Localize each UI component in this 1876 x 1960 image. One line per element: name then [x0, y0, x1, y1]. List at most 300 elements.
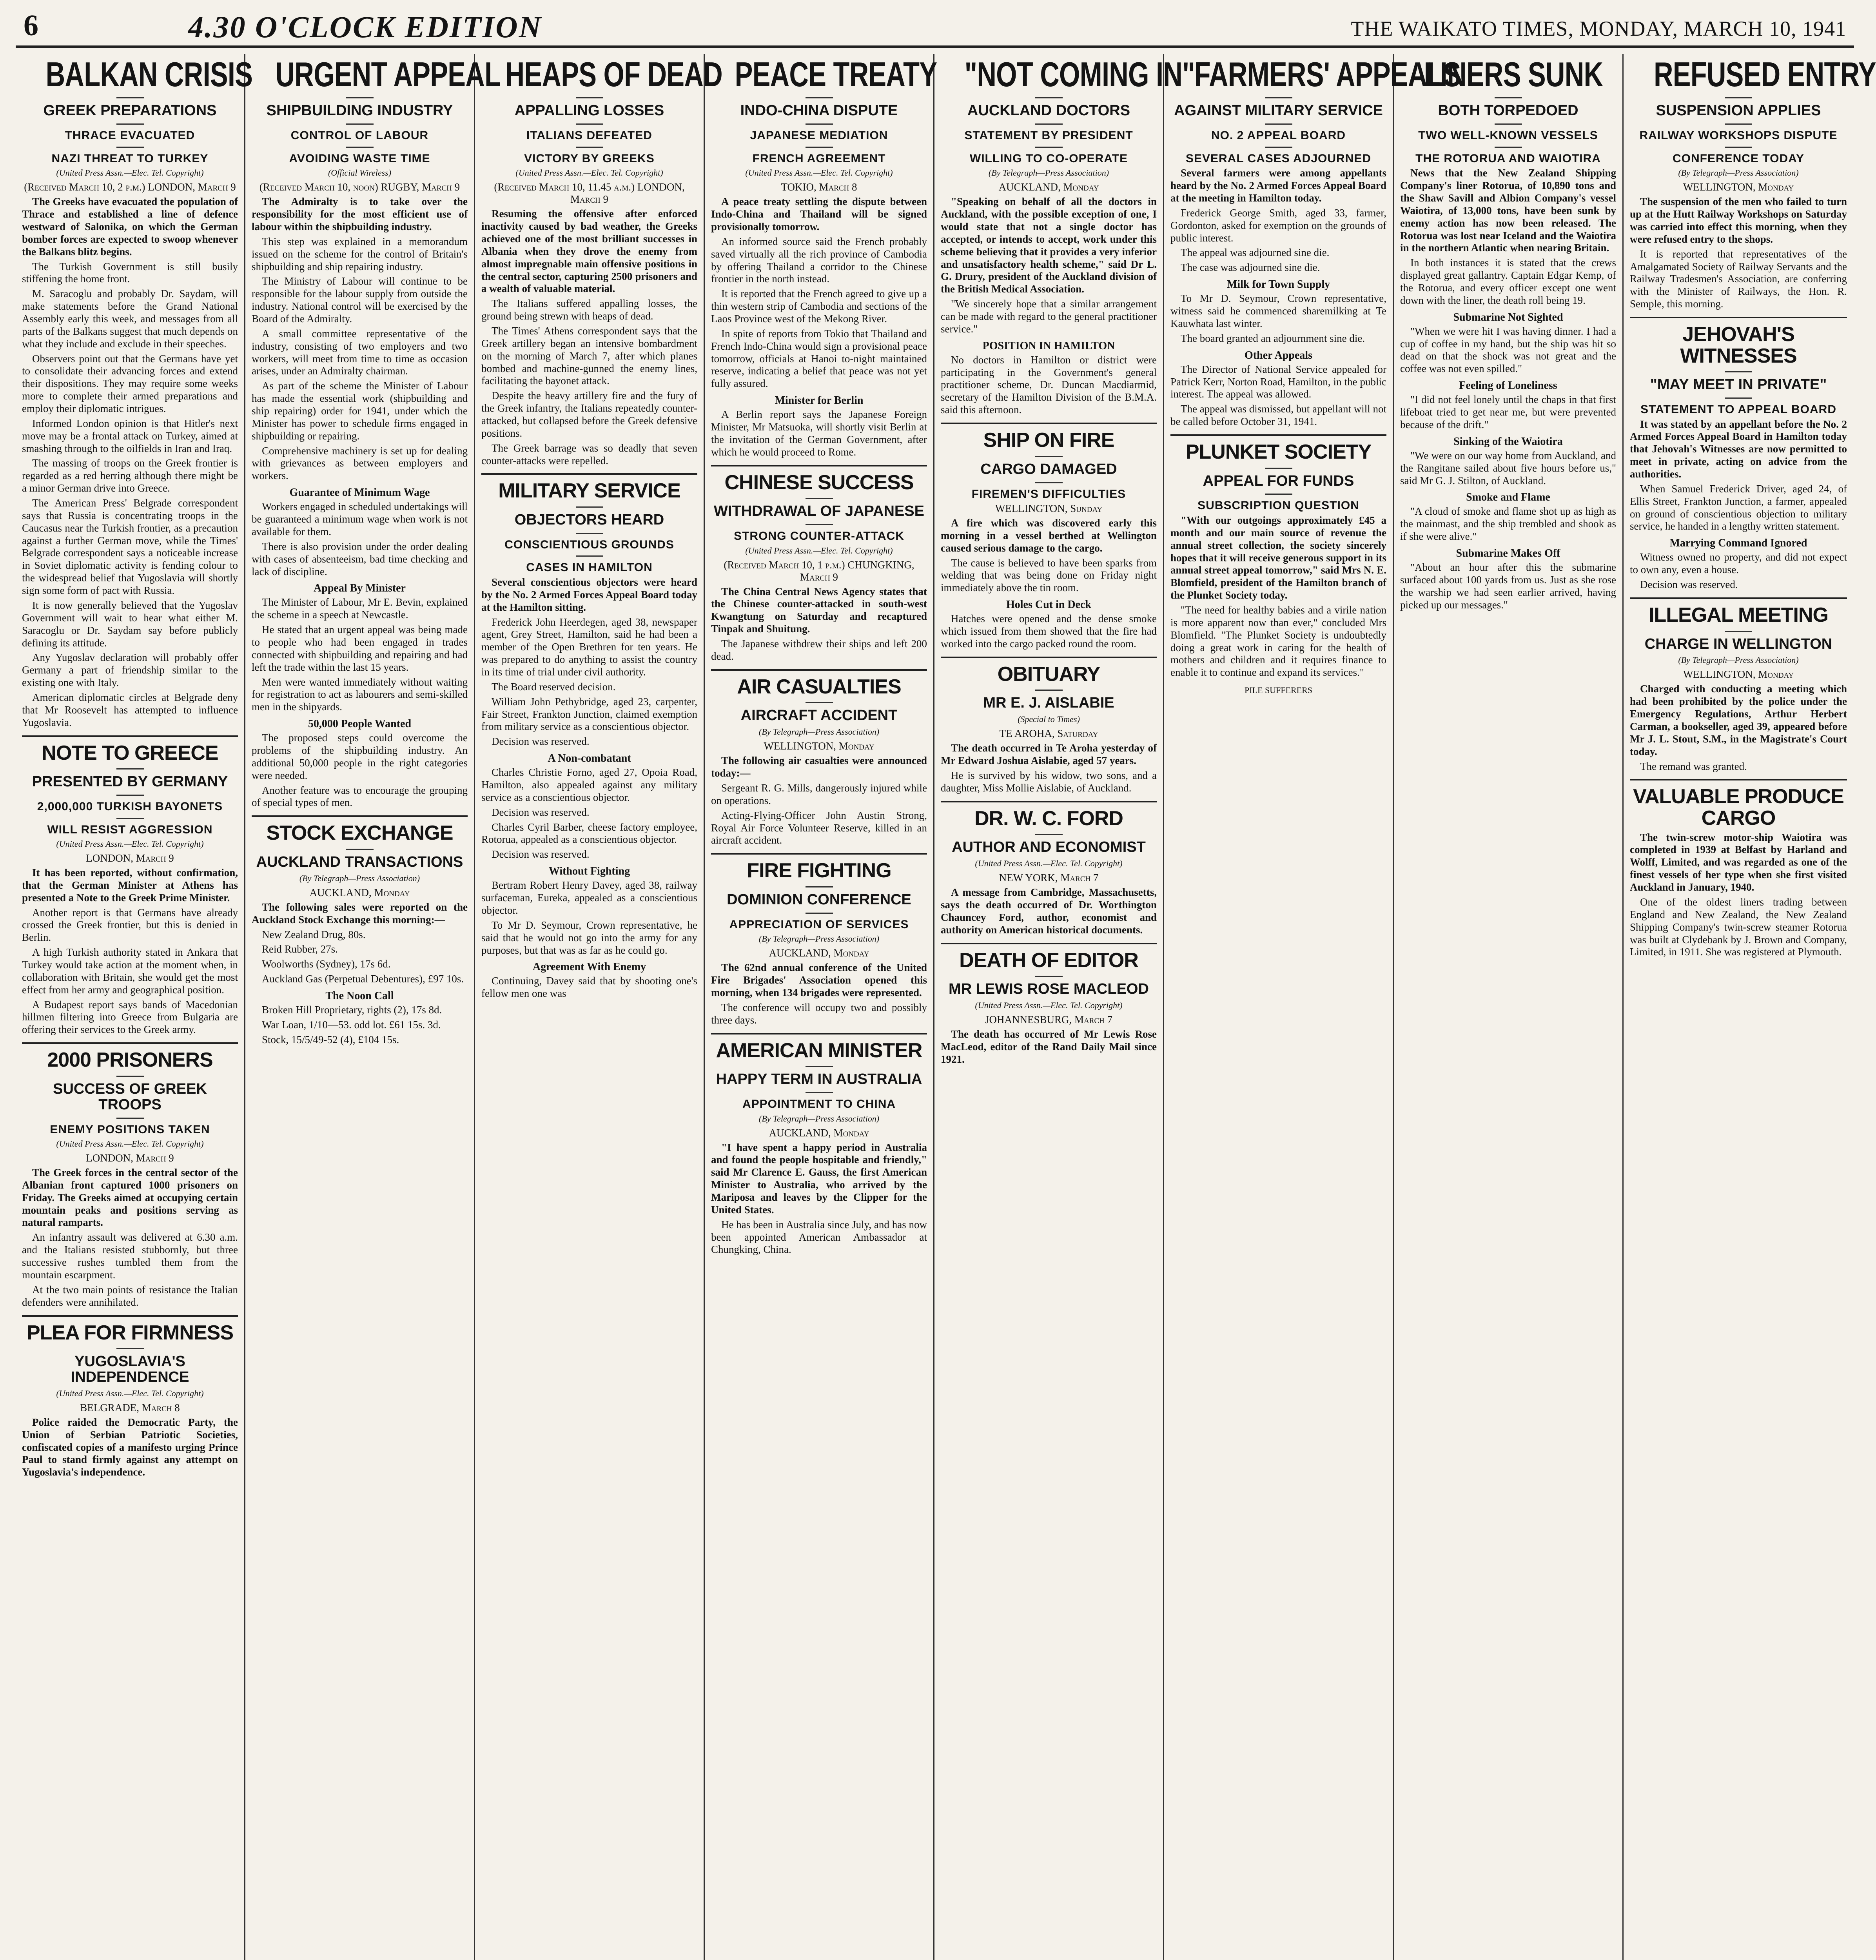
- subheadline: 2,000,000 TURKISH BAYONETS: [37, 800, 223, 813]
- paragraph: An informed source said the French probably saved virtually all the rich province of Cambodia by offering Thailand a corridor to the Chinese frontier in the north instead.: [711, 235, 927, 285]
- headline-rule: [1265, 147, 1292, 148]
- paragraph: War Loan, 1/10—53. odd lot. £61 15s. 3d.: [262, 1018, 441, 1031]
- headline: SHIP ON FIRE: [983, 429, 1114, 452]
- headline: PLUNKET SOCIETY: [1185, 440, 1372, 463]
- subheadline: VICTORY BY GREEKS: [524, 152, 655, 165]
- paragraph: As part of the scheme the Minister of Labour has made the essential work (shipbuilding and ship repairing) order for 1941, under which the Minister has power to schedule firms engaged in shipbuilding or repairing.: [252, 380, 468, 442]
- article: [711, 853, 927, 1026]
- headline: 2000 PRISONERS: [47, 1049, 213, 1072]
- column: [245, 54, 501, 1960]
- subheadline: WILL RESIST AGGRESSION: [47, 823, 213, 836]
- subheadline: CARGO DAMAGED: [980, 461, 1117, 477]
- article-body: [1630, 196, 1847, 310]
- page-number: 6: [24, 9, 38, 42]
- paragraph: At the two main points of resistance the Italian defenders were annihilated.: [22, 1283, 238, 1308]
- wire-credit: (United Press Assn.—Elec. Tel. Copyright): [745, 168, 893, 178]
- headline-rule: [806, 886, 833, 887]
- paragraph: This step was explained in a memorandum issued on the scheme for the control of Britain's shipbuilding and ship repairing industry.: [252, 235, 468, 272]
- headline-rule: [1495, 147, 1522, 148]
- paragraph: In both instances it is stated that the crews displayed great gallantry. Captain Edgar Kemp, of the Rotorua, and every officer except one went down with the liner, the death roll being 19.: [1400, 257, 1616, 306]
- article: [22, 1042, 238, 1308]
- headline: OBITUARY: [997, 662, 1100, 686]
- wire-credit: (By Telegraph—Press Association): [1678, 168, 1799, 178]
- section-subhead: Holes Cut in Deck: [1006, 599, 1091, 611]
- paragraph: The Times' Athens correspondent says that the Greek artillery began an intensive bombardment on the morning of March 7, after which planes bombed and machine-gunned the enemy lines, facilitating the bayonet attack.: [481, 325, 697, 387]
- headline-rule: [806, 123, 833, 125]
- headline-rule: [1265, 97, 1292, 98]
- subheadline: INDO-CHINA DISPUTE: [740, 102, 898, 119]
- article: [22, 735, 238, 1036]
- headline: AMERICAN MINISTER: [716, 1039, 922, 1062]
- headline: DR. W. C. FORD: [974, 807, 1123, 830]
- headline-rule: [116, 1076, 144, 1077]
- paragraph: Bertram Robert Henry Davey, aged 38, railway surfaceman, Eureka, appealed as a conscientious objector.: [481, 879, 697, 916]
- paragraph: An infantry assault was delivered at 6.30 a.m. and the Italians resisted stubbornly, but three successive rushes tumbled them from the mountain escarpment.: [22, 1231, 238, 1281]
- story-dateline: TE AROHA, Saturday: [999, 728, 1098, 740]
- headline: "NOT COMING IN": [964, 55, 1195, 94]
- headline-rule: [346, 147, 374, 148]
- paragraph: The twin-screw motor-ship Waiotira was completed in 1939 at Belfast by Harland and Wolff, Limited, and was regarded as one of the finest vessels of her type when she first visited Auckland in January, 1940.: [1630, 831, 1847, 893]
- paragraph: He has been in Australia since July, and has now been appointed American Ambassador at Chungking, China.: [711, 1218, 927, 1256]
- subheadline: AUCKLAND TRANSACTIONS: [256, 853, 463, 870]
- subheadline: STRONG COUNTER-ATTACK: [734, 530, 904, 543]
- paragraph: The Admiralty is to take over the responsibility for the most efficient use of labour within the shipbuilding industry.: [252, 196, 468, 232]
- headline-rule: [1035, 690, 1063, 691]
- headline: STOCK EXCHANGE: [266, 822, 453, 845]
- paragraph: The suspension of the men who failed to turn up at the Hutt Railway Workshops on Saturday was carried into effect this morning, when they were refused entry to the shops.: [1630, 196, 1847, 245]
- paragraph: The remand was granted.: [1640, 760, 1747, 772]
- paragraph: "About an hour after this the submarine surfaced about 100 yards from us. Just as she rose the warship we had seen earlier arrived, having picked up our messages.": [1400, 561, 1616, 611]
- wire-credit: (By Telegraph—Press Association): [758, 1113, 880, 1123]
- subheadline: AGAINST MILITARY SERVICE: [1174, 102, 1383, 119]
- subheadline: CONFERENCE TODAY: [1672, 152, 1805, 165]
- paragraph: The Greek forces in the central sector of the Albanian front captured 1000 prisoners on Friday. The Greeks aimed at occupying certain mountain peaks and positions serving as natural ramparts.: [22, 1167, 238, 1229]
- headline-rule: [1725, 631, 1752, 632]
- headline-rule: [806, 1092, 833, 1093]
- article: [22, 55, 253, 729]
- paragraph: Police raided the Democratic Party, the Union of Serbian Patriotic Societies, confiscated copies of a manifesto urging Prince Paul to stand firmly against any attempt on Yugoslavia's independence.: [22, 1416, 238, 1478]
- wire-credit: (United Press Assn.—Elec. Tel. Copyright): [56, 839, 204, 849]
- subheadline: THE ROTORUA AND WAIOTIRA: [1415, 152, 1601, 165]
- paragraph: Despite the heavy artillery fire and the fury of the Greek infantry, the Italians repeatedly counter-attacked, but collapsed before the Greek defensive positions.: [481, 390, 697, 439]
- headline-rule: [806, 524, 833, 525]
- wire-credit: (United Press Assn.—Elec. Tel. Copyright): [975, 858, 1123, 869]
- headline-rule: [1495, 123, 1522, 125]
- subheadline: APPALLING LOSSES: [514, 102, 664, 119]
- paragraph: Observers point out that the Germans have yet to consolidate their advancing forces and extend their dispositions. They may require some weeks more to complete their armed preparations and employ their diplomatic intrigues.: [22, 352, 238, 415]
- subheadline: JAPANESE MEDIATION: [750, 129, 888, 142]
- subheadline: ENEMY POSITIONS TAKEN: [50, 1123, 210, 1136]
- paragraph: Charles Cyril Barber, cheese factory employee, Rotorua, appealed as a conscientious objector.: [481, 821, 697, 846]
- paragraph: He is survived by his widow, two sons, and a daughter, Miss Mollie Aislabie, of Auckland.: [941, 769, 1157, 794]
- story-dateline: AUCKLAND, Monday: [309, 886, 410, 898]
- paragraph: A small committee representative of the industry, consisting of two employers and two workers, will meet from time to time as occasion arises, under an Admiralty chairman.: [252, 327, 468, 377]
- paragraph: "We sincerely hope that a similar arrangement can be made with regard to the general practitioner service.": [941, 298, 1157, 335]
- article: [481, 473, 697, 1000]
- paragraph: Continuing, Davey said that by shooting one's fellow men one was: [481, 975, 697, 1000]
- paragraph: M. Saracoglu and probably Dr. Saydam, will make statements before the Grand National Assembly early this week, and messages from all parts of the Balkans suggest that much depends on what they include and exclude in their speeches.: [22, 288, 238, 350]
- masthead: [16, 8, 1854, 48]
- paragraph: No doctors in Hamilton or district were participating in the Government's general practitioner scheme, Dr. Duncan Macdiarmid, secretary of the Hamilton Division of the B.M.A. said this afternoon.: [941, 354, 1157, 416]
- paragraph: Decision was reserved.: [492, 735, 590, 748]
- wire-credit: (Official Wireless): [328, 168, 392, 178]
- paragraph: The American Press' Belgrade correspondent says that Russia is concentrating troops in the Caucasus near the Turkish frontier, as a precaution against a further German move, while the Times' Belgrade correspondent says a noticeable increase in Soviet diplomatic activity is fending colour to the widespread belief that Yugoslavia will shortly sign some form of pact with Russia.: [22, 497, 238, 597]
- headline-rule: [1265, 123, 1292, 125]
- column: [1164, 54, 1461, 1960]
- paragraph: Charles Christie Forno, aged 27, Opoia Road, Hamilton, also appealed against any military service as a conscientious objector.: [481, 766, 697, 803]
- paragraph: The massing of troops on the Greek frontier is regarded as a red herring although there might be a minor German drive into Greece.: [22, 457, 238, 494]
- paragraph: Another feature was to encourage the grouping of special types of men.: [252, 784, 468, 809]
- paragraph: There is also provision under the order dealing with cases of absenteeism, bad time checking and lack of discipline.: [252, 540, 468, 577]
- story-dateline: WELLINGTON, Monday: [1683, 181, 1794, 193]
- wire-credit: (United Press Assn.—Elec. Tel. Copyright): [56, 168, 204, 178]
- headline-rule: [1035, 456, 1063, 457]
- article: [22, 1315, 238, 1479]
- headline-rule: [116, 1348, 144, 1349]
- subheadline: STATEMENT BY PRESIDENT: [964, 129, 1133, 142]
- column-grid: [16, 54, 1876, 1960]
- column: [705, 54, 937, 1960]
- wire-credit: (Special to Times): [1018, 714, 1080, 724]
- headline-rule: [1035, 834, 1063, 835]
- paragraph: Stock, 15/5/49-52 (4), £104 15s.: [262, 1033, 399, 1045]
- article-body: [1400, 167, 1616, 611]
- subheadline: GREEK PREPARATIONS: [43, 102, 217, 119]
- headline-rule: [576, 147, 603, 148]
- paragraph: "The need for healthy babies and a virile nation is more apparent now than ever," concluded Mrs Blomfield. "The Plunket Society is undoubtedly doing a great work in caring for the health of mothers and children and it requires finance to enable it to continue and expand its services.": [1170, 604, 1386, 679]
- headline-rule: [116, 795, 144, 796]
- story-dateline: LONDON, March 9: [86, 852, 174, 864]
- section-subhead: Milk for Town Supply: [1226, 278, 1330, 291]
- headline-rule: [1035, 147, 1063, 148]
- paragraph: The Greeks have evacuated the population of Thrace and established a line of defence westward of Salonika, on which the German bomber forces are expected to swoop whenever the Balkans blitz begins.: [22, 196, 238, 258]
- paragraph: Comprehensive machinery is set up for dealing with grievances as between employers and workers.: [252, 445, 468, 482]
- article-body: [481, 208, 697, 467]
- column: [1624, 54, 1876, 1960]
- headline: HEAPS OF DEAD: [505, 55, 722, 94]
- article: [1400, 56, 1616, 612]
- subheadline: SUSPENSION APPLIES: [1656, 102, 1821, 119]
- story-dateline: AUCKLAND, Monday: [769, 1127, 869, 1139]
- paragraph: It is reported that the French agreed to give up a thin western strip of Cambodia and sections of the Laos Province west of the Mekong River.: [711, 288, 927, 325]
- subheadline: NAZI THREAT TO TURKEY: [51, 152, 209, 165]
- paragraph: Decision was reserved.: [492, 848, 590, 860]
- paragraph: Decision was reserved.: [1640, 579, 1738, 591]
- paragraph: One of the oldest liners trading between England and New Zealand, the New Zealand Shipping Company's twin-screw steamer Rotorua was built at Clydebank by J. Brown and Company, Limited, in 1911. She was registered at Plymouth.: [1630, 896, 1847, 958]
- headline-rule: [116, 1118, 144, 1119]
- headline-rule: [806, 498, 833, 499]
- wire-credit: (United Press Assn.—Elec. Tel. Copyright): [975, 1000, 1123, 1011]
- headline-rule: [806, 702, 833, 703]
- headline: PLEA FOR FIRMNESS: [26, 1321, 234, 1344]
- article-body: [252, 196, 468, 809]
- article: [711, 669, 927, 847]
- subheadline: PRESENTED BY GERMANY: [32, 773, 228, 790]
- article: [1170, 55, 1461, 428]
- section-subhead: POSITION IN HAMILTON: [982, 339, 1115, 352]
- paragraph: "I have spent a happy period in Australia and found the people hospitable and friendly," said Mr Clarence E. Gauss, the first American Minister to Australia, who arrived by the Mariposa and leaves by the Clipper for the United States.: [711, 1141, 927, 1216]
- column: [934, 54, 1195, 1960]
- paragraph: The Italians suffered appalling losses, the ground being strewn with heaps of dead.: [481, 298, 697, 322]
- article-body: [22, 196, 238, 729]
- article-body: [711, 196, 927, 458]
- headline-rule: [346, 97, 374, 98]
- paragraph: To Mr D. Seymour, Crown representative, witness said he commenced sharemilking at Te Kauwhata last winter.: [1170, 292, 1386, 329]
- headline: BALKAN CRISIS: [45, 55, 253, 94]
- paragraph: Decision was reserved.: [492, 806, 590, 818]
- story-dateline: NEW YORK, March 7: [999, 872, 1099, 884]
- article: [711, 1033, 927, 1256]
- headline-rule: [806, 97, 833, 98]
- paragraph: The China Central News Agency states that the Chinese counter-attacked in south-west Kwangtung on Saturday and recaptured Tinpak and Shuitung.: [711, 585, 927, 635]
- headline: MILITARY SERVICE: [498, 479, 680, 503]
- headline-rule: [1035, 97, 1063, 98]
- subheadline: HAPPY TERM IN AUSTRALIA: [716, 1071, 922, 1088]
- paragraph: The case was adjourned sine die.: [1181, 261, 1320, 274]
- paragraph: He stated that an urgent appeal was being made to people who had been engaged in trades connected with shipbuilding and repairing and had left the trade within the last 15 years.: [252, 624, 468, 673]
- story-dateline: AUCKLAND, Monday: [998, 181, 1099, 193]
- paragraph: "I did not feel lonely until the chaps in that first lifeboat tried to get near me, but were prevented because of the drift.": [1400, 394, 1616, 430]
- headline-rule: [116, 123, 144, 125]
- subheadline: TWO WELL-KNOWN VESSELS: [1418, 129, 1598, 142]
- subheadline: DOMINION CONFERENCE: [727, 891, 911, 908]
- headline-rule: [346, 123, 374, 125]
- article-body: [22, 1167, 238, 1308]
- edition-label: 4.30 O'CLOCK EDITION: [188, 10, 542, 44]
- subheadline: MR E. J. AISLABIE: [983, 695, 1114, 711]
- headline-rule: [116, 818, 144, 819]
- advertisement-snippet: PILE SUFFERERS: [1245, 685, 1312, 695]
- story-dateline: (Received March 10, 11.45 a.m.) LONDON, March 9: [494, 181, 685, 205]
- paragraph: A fire which was discovered early this morning in a vessel berthed at Wellington caused serious damage to the cargo.: [941, 517, 1157, 554]
- article-body: [711, 586, 927, 663]
- paragraph: It is reported that representatives of the Amalgamated Society of Railway Servants and the Railway Tradesmen's Association, are conferring with the Minister of Railways, the Hon. R. Semple, this morning.: [1630, 248, 1847, 310]
- article: [1630, 317, 1847, 591]
- headline-rule: [116, 768, 144, 769]
- headline-rule: [1725, 123, 1752, 125]
- paragraph: "When we were hit I was having dinner. I had a cup of coffee in my hand, but the ship was hit so dead on that the shock was not great and the coffee was not even spilled.": [1400, 325, 1616, 375]
- headline: REFUSED ENTRY: [1653, 55, 1876, 94]
- headline-rule: [806, 913, 833, 914]
- headline-rule: [1725, 147, 1752, 148]
- wire-credit: (By Telegraph—Press Association): [758, 727, 880, 737]
- article-body: [711, 1142, 927, 1256]
- paragraph: When Samuel Frederick Driver, aged 24, of Ellis Street, Frankton Junction, a farmer, appealed on ground of conscientious objection to military service, he handed in a lengthy written statement.: [1630, 483, 1847, 532]
- article-body: [1630, 683, 1847, 773]
- headline-rule: [1725, 371, 1752, 372]
- paragraph: The Ministry of Labour will continue to be responsible for the labour supply from outside the industry. National control will be exercised by the Board of the Admiralty.: [252, 275, 468, 325]
- section-subhead: The Noon Call: [325, 989, 394, 1002]
- paragraph: In spite of reports from Tokio that Thailand and French Indo-China would sign a provisional peace tomorrow, officials at Hanoi to-night maintained reserve, indicating a belief that peace was not yet fully assured.: [711, 327, 927, 390]
- article-body: [941, 517, 1157, 650]
- article-body: [941, 196, 1157, 416]
- article: [941, 801, 1157, 936]
- story-dateline: JOHANNESBURG, March 7: [985, 1014, 1113, 1026]
- article: [1170, 434, 1386, 679]
- paragraph: The Minister of Labour, Mr E. Bevin, explained the scheme in a speech at Newcastle.: [252, 596, 468, 621]
- paragraph: Several conscientious objectors were heard by the No. 2 Armed Forces Appeal Board today at the Hamilton sitting.: [481, 576, 697, 613]
- headline-rule: [576, 533, 603, 534]
- headline: ILLEGAL MEETING: [1649, 603, 1828, 626]
- paragraph: Broken Hill Proprietary, rights (2), 17s 8d.: [262, 1004, 442, 1016]
- masthead-dateline: THE WAIKATO TIMES, MONDAY, MARCH 10, 1941: [1351, 17, 1846, 40]
- column: [16, 54, 253, 1960]
- subheadline: CONSCIENTIOUS GROUNDS: [504, 538, 674, 551]
- article-body: [711, 962, 927, 1026]
- subheadline: APPOINTMENT TO CHINA: [742, 1098, 896, 1111]
- paragraph: It has been reported, without confirmation, that the German Minister at Athens has presented a Note to the Greek Prime Minister.: [22, 867, 238, 904]
- story-dateline: AUCKLAND, Monday: [769, 947, 869, 959]
- article: [941, 657, 1157, 795]
- article-body: [941, 742, 1157, 794]
- paragraph: New Zealand Drug, 80s.: [262, 928, 366, 940]
- headline-rule: [1035, 482, 1063, 483]
- paragraph: A Budapest report says bands of Macedonian hillmen filtering into Greece from Bulgaria are offering their services to the Greek army.: [22, 998, 238, 1036]
- story-dateline: (Received March 10, noon) RUGBY, March 9: [259, 181, 460, 193]
- paragraph: The following sales were reported on the Auckland Stock Exchange this morning:—: [252, 901, 468, 926]
- subheadline: SUCCESS OF GREEK TROOPS: [53, 1080, 207, 1113]
- subheadline: FIREMEN'S DIFFICULTIES: [971, 487, 1126, 501]
- headline-rule: [116, 97, 144, 98]
- headline-rule: [1265, 494, 1292, 495]
- article: [252, 815, 468, 1046]
- section-subhead: 50,000 People Wanted: [308, 718, 412, 730]
- story-dateline: WELLINGTON, Monday: [1683, 668, 1794, 681]
- article: [252, 55, 501, 809]
- subheadline: YUGOSLAVIA'S INDEPENDENCE: [71, 1353, 189, 1385]
- headline: PEACE TREATY: [735, 55, 937, 94]
- headline-rule: [1725, 397, 1752, 399]
- paragraph: "Speaking on behalf of all the doctors in Auckland, with the possible exception of one, I would state that not a single doctor has accepted, or intends to accept, work under this scheme believing that it provides a very inferior and unsatisfactory health scheme," said Dr L. G. Drury, president of the Auckland division of the British Medical Association.: [941, 196, 1157, 295]
- wire-credit: (By Telegraph—Press Association): [299, 873, 420, 883]
- paragraph: A Berlin report says the Japanese Foreign Minister, Mr Matsuoka, will shortly visit Berlin at the invitation of the German Government, after which he would proceed to Rome.: [711, 408, 927, 458]
- paragraph: Men were wanted immediately without waiting for registration to act as labourers and semi-skilled men in the shipyards.: [252, 676, 468, 713]
- subheadline: MR LEWIS ROSE MACLEOD: [949, 981, 1149, 998]
- subheadline: CASES IN HAMILTON: [526, 561, 653, 574]
- paragraph: Woolworths (Sydney), 17s 6d.: [262, 958, 391, 970]
- paragraph: The appeal was dismissed, but appellant will not be called before October 31, 1941.: [1170, 403, 1386, 428]
- paragraph: The proposed steps could overcome the problems of the shipbuilding industry. An additional 50,000 people in the right categories were needed.: [252, 732, 468, 781]
- wire-credit: (By Telegraph—Press Association): [758, 934, 880, 944]
- article-body: [1170, 167, 1386, 428]
- headline: FIRE FIGHTING: [747, 859, 891, 882]
- article: [941, 943, 1157, 1066]
- article-body: [481, 576, 697, 1000]
- paragraph: The Greek barrage was so deadly that seven counter-attacks were repelled.: [481, 442, 697, 466]
- paragraph: American diplomatic circles at Belgrade deny that Mr Roosevelt has attempted to influence Yugoslavia.: [22, 691, 238, 728]
- headline: DEATH OF EDITOR: [959, 949, 1138, 972]
- wire-credit: (By Telegraph—Press Association): [1678, 655, 1799, 665]
- subheadline: SUBSCRIPTION QUESTION: [1197, 499, 1359, 512]
- headline-rule: [346, 849, 374, 850]
- article: [941, 423, 1157, 650]
- paragraph: Informed London opinion is that Hitler's next move may be a frontal attack on Turkey, aimed at smashing through to the oilfields in Iran and Iraq.: [22, 417, 238, 454]
- section-subhead: Appeal By Minister: [314, 582, 406, 595]
- headline: LINERS SUNK: [1424, 55, 1603, 94]
- section-subhead: Feeling of Loneliness: [1459, 379, 1557, 392]
- paragraph: Acting-Flying-Officer John Austin Strong, Royal Air Force Volunteer Reserve, killed in an aircraft accident.: [711, 809, 927, 846]
- subheadline: CONTROL OF LABOUR: [290, 129, 429, 142]
- story-dateline: WELLINGTON, Monday: [764, 740, 874, 752]
- subheadline: CHARGE IN WELLINGTON: [1644, 635, 1832, 652]
- subheadline: AVOIDING WASTE TIME: [289, 152, 430, 165]
- headline: NOTE TO GREECE: [42, 741, 218, 764]
- subheadline: ITALIANS DEFEATED: [526, 129, 652, 142]
- section-subhead: Smoke and Flame: [1466, 491, 1550, 504]
- article: [1630, 597, 1847, 773]
- column: [475, 54, 722, 1960]
- paragraph: The Turkish Government is still busily stiffening the home front.: [22, 260, 238, 285]
- article-body: [1630, 831, 1847, 959]
- paragraph: It was stated by an appellant before the No. 2 Armed Forces Appeal Board in Hamilton today that Jehovah's Witnesses are now permitted to meet in private, acting on advice from the authorities.: [1630, 418, 1847, 480]
- section-subhead: Agreement With Enemy: [532, 961, 646, 973]
- article-body: [941, 1028, 1157, 1066]
- article-body: [711, 755, 927, 847]
- subheadline: APPRECIATION OF SERVICES: [729, 918, 909, 931]
- paragraph: Several farmers were among appellants heard by the No. 2 Armed Forces Appeal Board at the meeting in Hamilton today.: [1170, 167, 1386, 204]
- headline-rule: [1035, 976, 1063, 977]
- article: [711, 55, 937, 459]
- paragraph: The board granted an adjournment sine die.: [1181, 332, 1365, 344]
- article: [1630, 55, 1876, 310]
- subheadline: "MAY MEET IN PRIVATE": [1650, 376, 1827, 393]
- subheadline: BOTH TORPEDOED: [1438, 102, 1578, 119]
- subheadline: AIRCRAFT ACCIDENT: [740, 707, 898, 724]
- section-subhead: A Non-combatant: [548, 752, 631, 765]
- paragraph: The conference will occupy two and possibly three days.: [711, 1001, 927, 1026]
- paragraph: A message from Cambridge, Massachusetts, says the death occurred of Dr. Worthington Chauncey Ford, author, economist and authority on American historical documents.: [941, 886, 1157, 936]
- article-body: [22, 1416, 238, 1479]
- wire-credit: (By Telegraph—Press Association): [988, 168, 1109, 178]
- headline: VALUABLE PRODUCE CARGO: [1633, 785, 1844, 830]
- article: [481, 55, 722, 467]
- paragraph: Frederick John Heerdegen, aged 38, newspaper agent, Grey Street, Hamilton, said he had been a member of the Open Brethren for ten years. He was prepared to do anything to assist the country in its time of trial under civil authority.: [481, 616, 697, 678]
- subheadline: WITHDRAWAL OF JAPANESE: [714, 503, 924, 520]
- subheadline: STATEMENT TO APPEAL BOARD: [1640, 403, 1837, 416]
- paragraph: It is now generally believed that the Yugoslav Government will wait to hear what either M. Saracoglu or Dr. Saydam say before publicly defining its attitude.: [22, 599, 238, 649]
- article-body: [1630, 418, 1847, 591]
- article-body: [1170, 514, 1386, 679]
- paragraph: Sergeant R. G. Mills, dangerously injured while on operations.: [711, 782, 927, 806]
- paragraph: Any Yugoslav declaration will probably offer Germany a part of friendship similar to the existing one with Italy.: [22, 652, 238, 689]
- paragraph: The 62nd annual conference of the United Fire Brigades' Association opened this morning, when 134 brigades were represented.: [711, 962, 927, 998]
- paragraph: The Director of National Service appealed for Patrick Kerr, Norton Road, Hamilton, in the public interest. The appeal was allowed.: [1170, 363, 1386, 400]
- story-dateline: WELLINGTON, Sunday: [995, 503, 1103, 515]
- column: [1394, 54, 1624, 1960]
- paragraph: The cause is believed to have been sparks from welding that was being done on Friday night immediately above the tin room.: [941, 557, 1157, 594]
- paragraph: A peace treaty settling the dispute between Indo-China and Thailand will be signed provisionally tomorrow.: [711, 196, 927, 232]
- headline-rule: [1035, 123, 1063, 125]
- paragraph: A high Turkish authority stated in Ankara that Turkey would take action at the moment when, in collaboration with Britain, she would get the most effect from her army and geographical position.: [22, 946, 238, 996]
- section-subhead: Guarantee of Minimum Wage: [289, 486, 430, 499]
- paragraph: "We were on our way home from Auckland, and the Rangitane sailed about five hours before us," said Mr G. J. Stilton, of Auckland.: [1400, 449, 1616, 486]
- headline-rule: [806, 1066, 833, 1067]
- paragraph: Witness owned no property, and did not expect to own any, even a house.: [1630, 551, 1847, 576]
- article: [941, 55, 1195, 416]
- headline-rule: [806, 147, 833, 148]
- paragraph: Workers engaged in scheduled undertakings will be guaranteed a minimum wage when work is not available for them.: [252, 501, 468, 537]
- subheadline: APPEAL FOR FUNDS: [1203, 472, 1354, 489]
- headline-rule: [1725, 97, 1752, 98]
- section-subhead: Without Fighting: [548, 865, 630, 878]
- headline-rule: [576, 506, 603, 508]
- paragraph: Hatches were opened and the dense smoke which issued from them showed that the fire had worked into the cargo packed round the room.: [941, 613, 1157, 650]
- headline-rule: [1495, 97, 1522, 98]
- paragraph: Auckland Gas (Perpetual Debentures), £97 10s.: [262, 973, 464, 985]
- headline-rule: [1265, 468, 1292, 469]
- story-dateline: (Received March 10, 2 p.m.) LONDON, March 9: [24, 181, 236, 193]
- subheadline: RAILWAY WORKSHOPS DISPUTE: [1639, 129, 1838, 142]
